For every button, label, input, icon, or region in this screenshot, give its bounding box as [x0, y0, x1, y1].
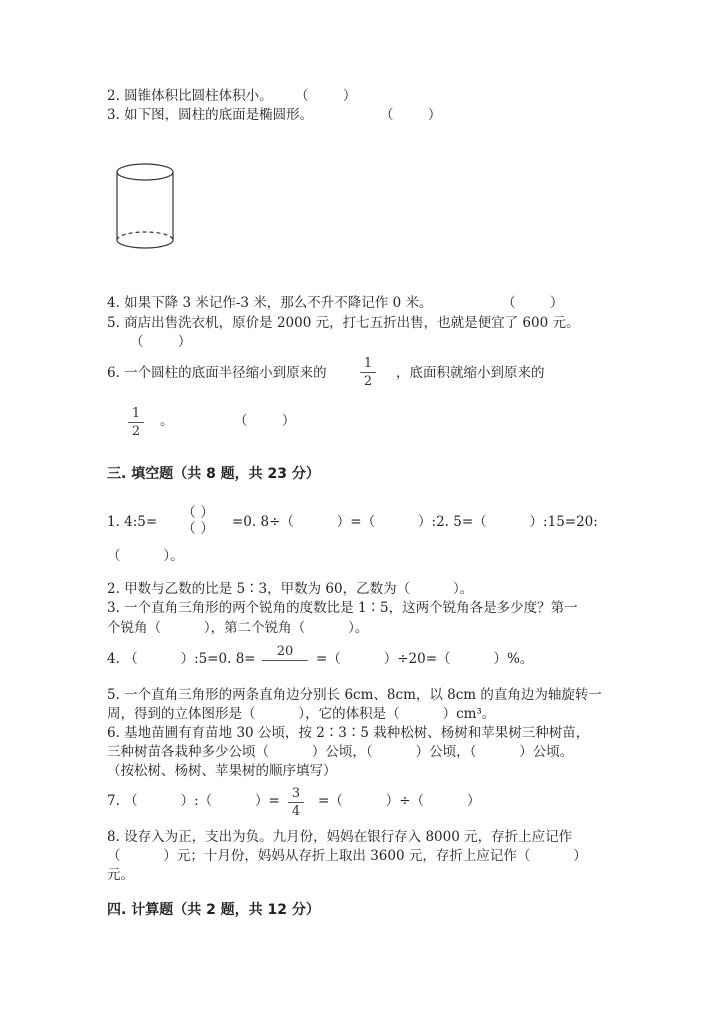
fraction-one-half: 1 2 [360, 356, 376, 389]
fill-q8-line2: （ ）元；十月份，妈妈从存折上取出 3600 元，存折上应记作（ ） [107, 848, 587, 864]
fill-q3-line1: 3. 一个直角三角形的两个锐角的度数比是 1∶5，这两个锐角各是多少度？第一 [107, 600, 578, 616]
judge-q3: 3. 如下图，圆柱的底面是椭圆形。 [107, 107, 314, 123]
fill-q6-line3: （按松树、杨树、苹果树的顺序填写） [107, 763, 337, 779]
judge-q6-part2: ，底面积就缩小到原来的 [396, 365, 545, 381]
fill-q2: 2. 甲数与乙数的比是 5∶3，甲数为 60，乙数为（ ）。 [107, 581, 474, 597]
judge-q2: 2. 圆锥体积比圆柱体积小。 [107, 88, 273, 104]
fraction-three-quarters: 3 4 [288, 786, 304, 819]
answer-paren: （ ） [502, 295, 564, 311]
judge-q4: 4. 如果下降 3 米记作-3 米，那么不升不降记作 0 米。 [107, 295, 433, 311]
fill-q6-line2: 三种树苗各栽种多少公顷（ ）公顷，（ ）公顷，（ ）公顷。 [107, 744, 574, 760]
fill-q5-line2: 周，得到的立体图形是（ ），它的体积是（ ）cm³。 [107, 706, 496, 722]
judge-q6-part1: 6. 一个圆柱的底面半径缩小到原来的 [107, 365, 327, 381]
judge-q5: 5. 商店出售洗衣机，原价是 2000 元，打七五折出售，也就是便宜了 600 元。 [107, 315, 580, 331]
answer-paren: （ ） [295, 88, 357, 104]
fill-q4-part2: =（ ）÷20=（ ）%。 [316, 651, 534, 667]
judge-q6-end: 。 [160, 413, 174, 429]
fill-q4-part1: 4. （ ）:5=0. 8= [107, 651, 256, 667]
fraction-20-over-blank: 20 [262, 644, 308, 662]
fill-q1-part3: （ ）。 [107, 548, 184, 564]
fill-q8-line1: 8. 设存入为正，支出为负。九月份，妈妈在银行存入 8000 元，存折上应记作 [107, 829, 573, 845]
fill-q7-part1: 7. （ ）:（ ）= [107, 793, 280, 809]
fraction-one-half: 1 2 [128, 406, 144, 439]
fill-q5-line1: 5. 一个直角三角形的两条直角边分别长 6cm、8cm，以 8cm 的直角边为轴旋转一 [107, 687, 602, 703]
fraction-blank: （ ） （ ） [181, 505, 215, 537]
cylinder-figure [110, 158, 180, 258]
fill-q3-line2: 个锐角（ ），第二个锐角（ ）。 [107, 620, 369, 636]
fill-q1-part2: =0. 8÷（ ）=（ ）:2. 5=（ ）:15=20: [232, 514, 598, 530]
answer-paren: （ ） [130, 334, 192, 350]
answer-paren: （ ） [234, 413, 296, 429]
section-title-calculation: 四. 计算题（共 2 题，共 12 分） [107, 902, 320, 918]
fill-q1-part1: 1. 4:5= [107, 514, 158, 530]
fill-q6-line1: 6. 基地苗圃有育苗地 30 公顷，按 2∶3∶5 栽种松树、杨树和苹果树三种树苗， [107, 725, 590, 741]
fill-q7-part2: =（ ）÷（ ） [318, 793, 481, 809]
answer-paren: （ ） [380, 107, 442, 123]
fill-q8-line3: 元。 [107, 867, 134, 883]
section-title-fill-blank: 三. 填空题（共 8 题，共 23 分） [107, 466, 320, 482]
